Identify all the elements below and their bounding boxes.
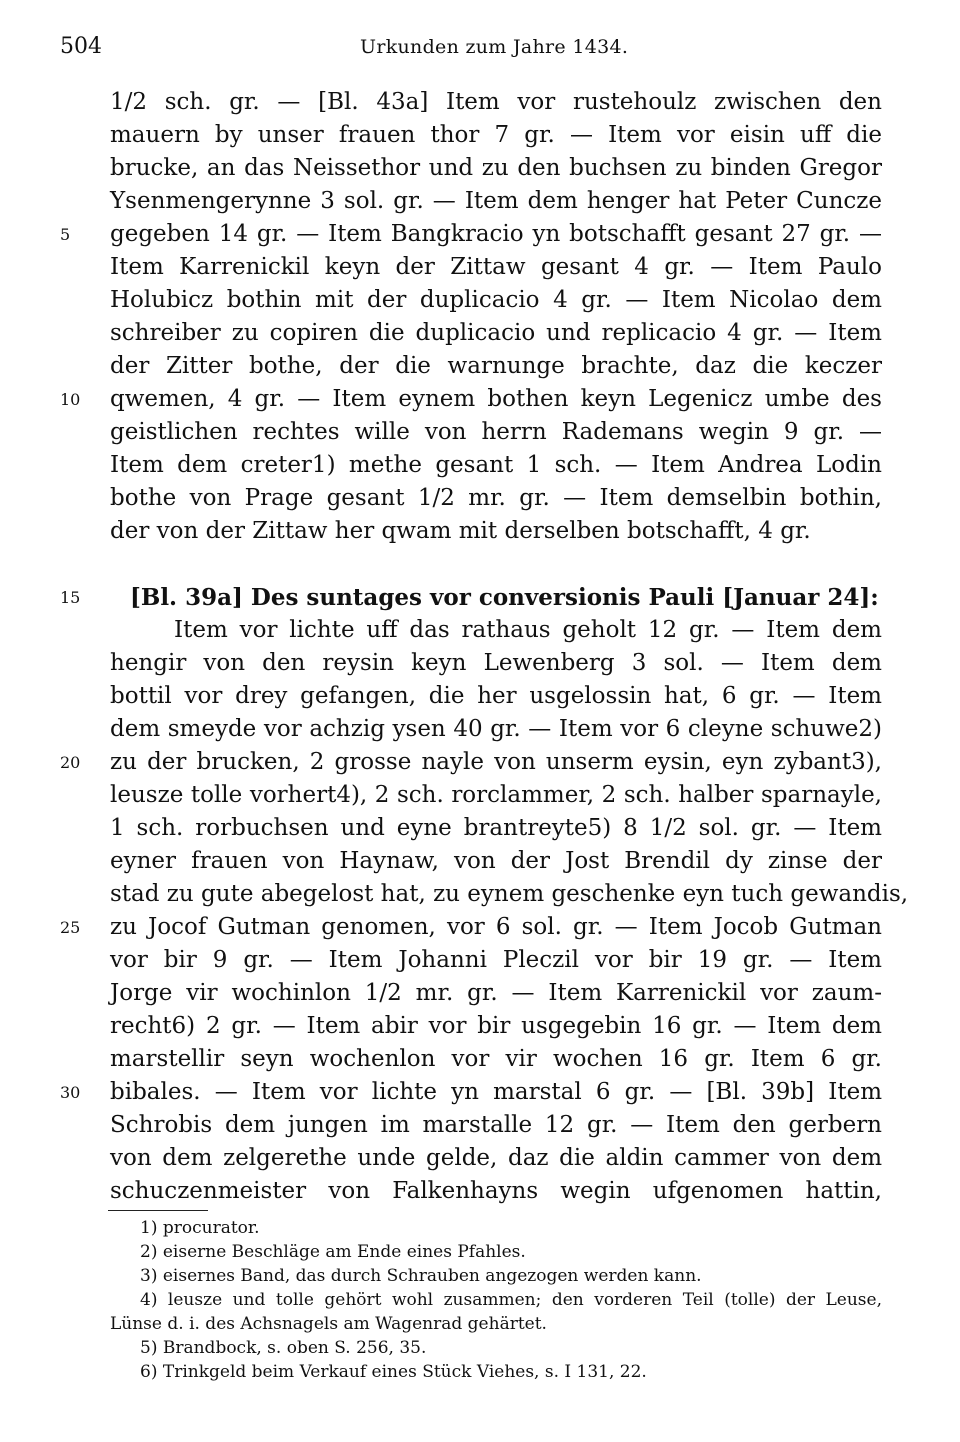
text-line: von dem zelgerethe unde gelde, daz die aldin cammer von dem (110, 1145, 882, 1171)
text-line: Item dem creter1) methe gesant 1 sch. — Item Andrea Lodin (110, 452, 882, 478)
text-line: der Zitter bothe, der die warnunge brachte, daz die keczer (110, 353, 882, 379)
text-line: hengir von den reysin keyn Lewenberg 3 sol. — Item dem (110, 650, 882, 676)
text-line: bothe von Prage gesant 1/2 mr. gr. — Item demselbin bothin, (110, 485, 882, 511)
text-line: schuczenmeister von Falkenhayns wegin ufgenomen hattin, (110, 1178, 882, 1204)
footnote-continuation: Lünse d. i. des Achsnagels am Wagenrad gehärtet. (110, 1314, 547, 1334)
text-line: der von der Zittaw her qwam mit derselben botschafft, 4 gr. (110, 518, 811, 544)
text-line: Jorge vir wochinlon 1/2 mr. gr. — Item Karrenickil vor zaum- (110, 980, 882, 1006)
footnote-separator (108, 1210, 208, 1211)
page-number: 504 (60, 34, 102, 59)
line-number: 10 (60, 390, 81, 409)
line-number: 15 (60, 588, 81, 607)
line-number: 5 (60, 225, 71, 244)
text-line: bibales. — Item vor lichte yn marstal 6 gr. — [Bl. 39b] Item (110, 1079, 882, 1105)
text-line: dem smeyde vor achzig ysen 40 gr. — Item vor 6 cleyne schuwe2) (110, 716, 882, 742)
text-line: zu Jocof Gutman genomen, vor 6 sol. gr. — Item Jocob Gutman (110, 914, 882, 940)
footnote: 1) procurator. (140, 1218, 260, 1238)
section-heading: [Bl. 39a] Des suntages vor conversionis Pauli [Januar 24]: (130, 584, 879, 611)
page-header (60, 34, 880, 64)
text-line: 1 sch. rorbuchsen und eyne brantreyte5) 8 1/2 sol. gr. — Item (110, 815, 882, 841)
text-line: mauern by unser frauen thor 7 gr. — Item vor eisin uff die (110, 122, 882, 148)
footnote: 5) Brandbock, s. oben S. 256, 35. (140, 1338, 427, 1358)
text-line: schreiber zu copiren die duplicacio und replicacio 4 gr. — Item (110, 320, 882, 346)
footnote: 2) eiserne Beschläge am Ende eines Pfahles. (140, 1242, 526, 1262)
text-line: eyner frauen von Haynaw, von der Jost Brendil dy zinse der (110, 848, 882, 874)
text-line: qwemen, 4 gr. — Item eynem bothen keyn Legenicz umbe des (110, 386, 882, 412)
text-line: vor bir 9 gr. — Item Johanni Pleczil vor bir 19 gr. — Item (110, 947, 882, 973)
footnote: 6) Trinkgeld beim Verkauf eines Stück Viehes, s. I 131, 22. (140, 1362, 647, 1382)
text-line: bottil vor drey gefangen, die her usgelossin hat, 6 gr. — Item (110, 683, 882, 709)
text-line: Ysenmengerynne 3 sol. gr. — Item dem henger hat Peter Cuncze (110, 188, 882, 214)
footnote: 4) leusze und tolle gehört wohl zusammen; den vorderen Teil (tolle) der Leuse, (140, 1290, 882, 1310)
text-line: recht6) 2 gr. — Item abir vor bir usgegebin 16 gr. — Item dem (110, 1013, 882, 1039)
text-line: zu der brucken, 2 grosse nayle von unserm eysin, eyn zybant3), (110, 749, 882, 775)
text-line: geistlichen rechtes wille von herrn Rademans wegin 9 gr. — (110, 419, 882, 445)
text-line: Schrobis dem jungen im marstalle 12 gr. — Item den gerbern (110, 1112, 882, 1138)
footnote: 3) eisernes Band, das durch Schrauben angezogen werden kann. (140, 1266, 702, 1286)
line-number: 25 (60, 918, 81, 937)
text-line: brucke, an das Neissethor und zu den buchsen zu binden Gregor (110, 155, 882, 181)
text-line: Item Karrenickil keyn der Zittaw gesant 4 gr. — Item Paulo (110, 254, 882, 280)
line-number: 30 (60, 1083, 81, 1102)
text-line: gegeben 14 gr. — Item Bangkracio yn botschafft gesant 27 gr. — (110, 221, 882, 247)
text-line: leusze tolle vorhert4), 2 sch. rorclammer, 2 sch. halber sparnayle, (110, 782, 882, 808)
text-line: Item vor lichte uff das rathaus geholt 12 gr. — Item dem (174, 617, 882, 643)
text-line: marstellir seyn wochenlon vor vir wochen 16 gr. Item 6 gr. (110, 1046, 882, 1072)
text-line: 1/2 sch. gr. — [Bl. 43a] Item vor rustehoulz zwischen den (110, 89, 882, 115)
text-line: stad zu gute abegelost hat, zu eynem geschenke eyn tuch gewandis, (110, 881, 909, 907)
line-number: 20 (60, 753, 81, 772)
text-line: Holubicz bothin mit der duplicacio 4 gr. — Item Nicolao dem (110, 287, 882, 313)
running-title: Urkunden zum Jahre 1434. (360, 36, 629, 58)
